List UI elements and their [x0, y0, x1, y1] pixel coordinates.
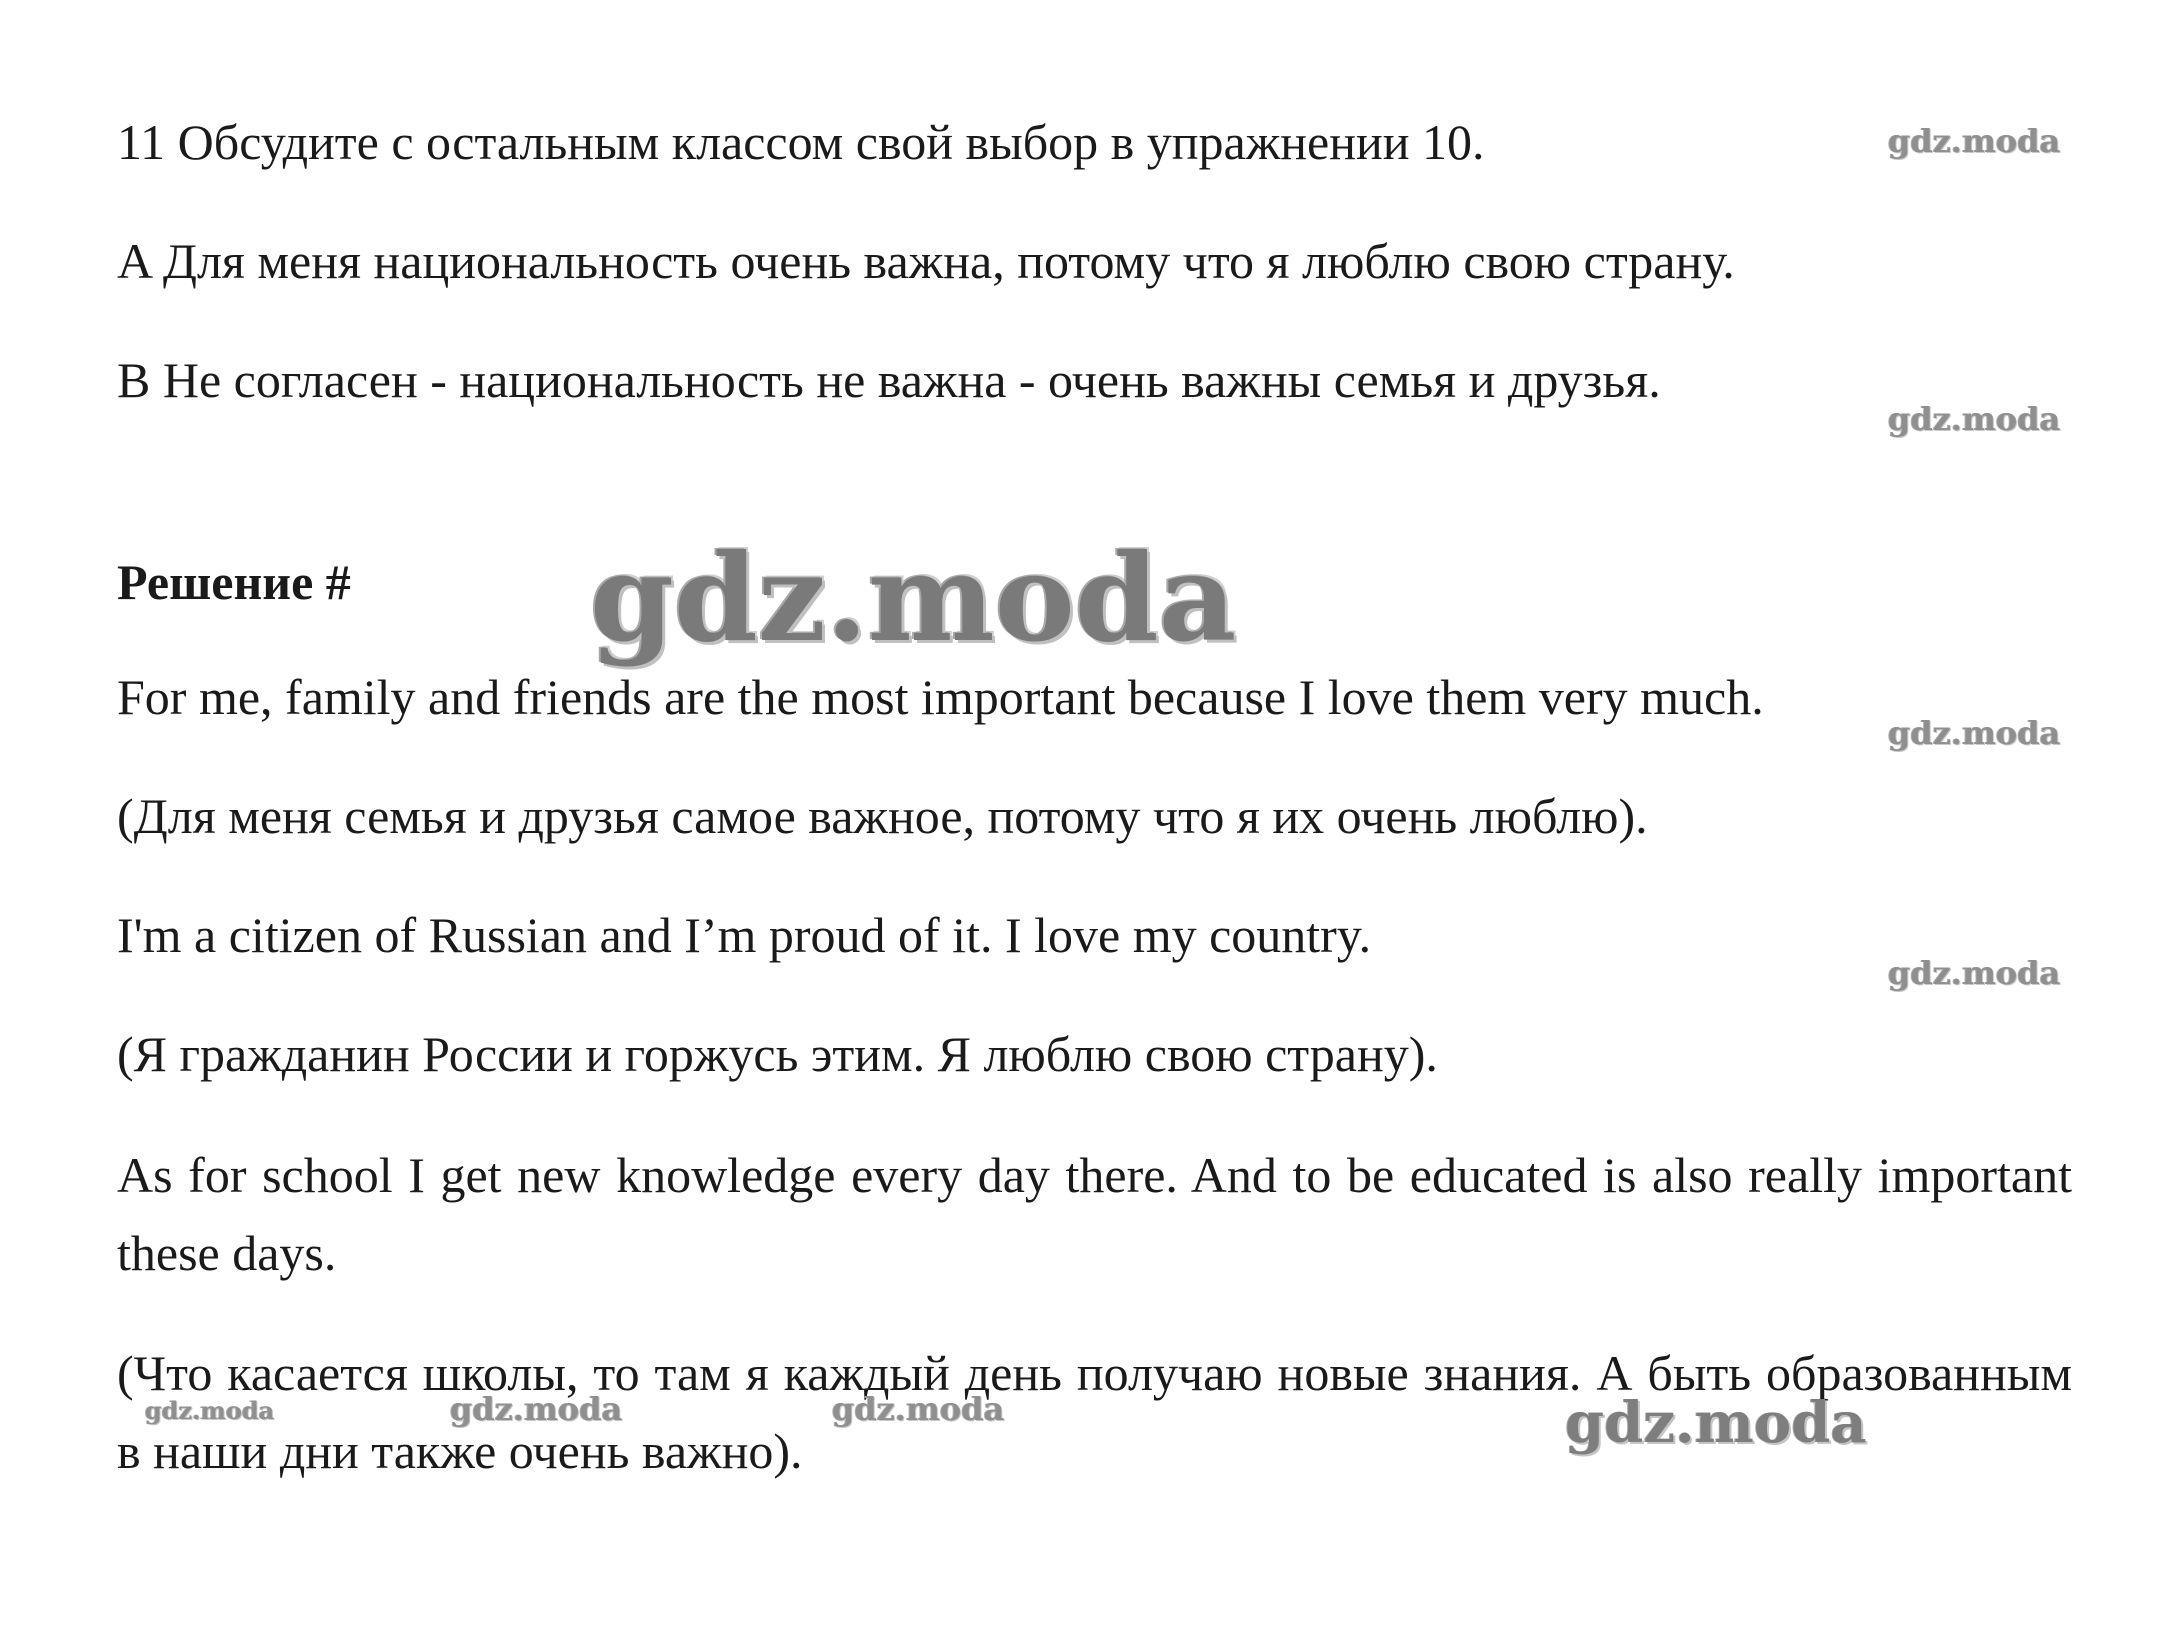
watermark-logo: gdz.moda [1888, 122, 2061, 160]
watermark-logo: gdz.moda [450, 1390, 623, 1428]
solution-paragraph-2: (Для меня семья и друзья самое важное, потому что я их очень люблю). [117, 788, 1648, 844]
watermark-logo: gdz.moda [832, 1390, 1005, 1428]
watermark-logo: gdz.moda [145, 1396, 275, 1425]
solution-paragraph-6: (Что касается школы, то там я каждый день получаю новые знания. А быть образованным в наши дни также очень важно). [117, 1345, 2072, 1479]
solution-heading: Решение # [117, 554, 351, 610]
solution-paragraph-1: For me, family and friends are the most important because I love them very much. [117, 669, 1764, 725]
watermark-logo: gdz.moda [1888, 400, 2061, 438]
solution-paragraph-3: I'm a citizen of Russian and I’m proud of it. I love my country. [117, 907, 1372, 963]
watermark-logo-medium: gdz.moda [1565, 1390, 1867, 1456]
solution-paragraph-4: (Я гражданин России и горжусь этим. Я люблю свою страну). [117, 1026, 1438, 1082]
exercise-line-a: A Для меня национальность очень важна, потому что я люблю свою страну. [117, 233, 1735, 289]
watermark-logo: gdz.moda [1888, 954, 2061, 992]
exercise-line-b: B Не согласен - национальность не важна - очень важны семья и друзья. [117, 352, 1661, 408]
solution-paragraph-5: As for school I get new knowledge every day there. And to be educated is also really important these days. [117, 1147, 2072, 1281]
watermark-logo: gdz.moda [1888, 714, 2061, 752]
watermark-logo-large: gdz.moda [590, 528, 1237, 669]
exercise-prompt: 11 Обсудите с остальным классом свой выбор в упражнении 10. [117, 114, 1485, 170]
